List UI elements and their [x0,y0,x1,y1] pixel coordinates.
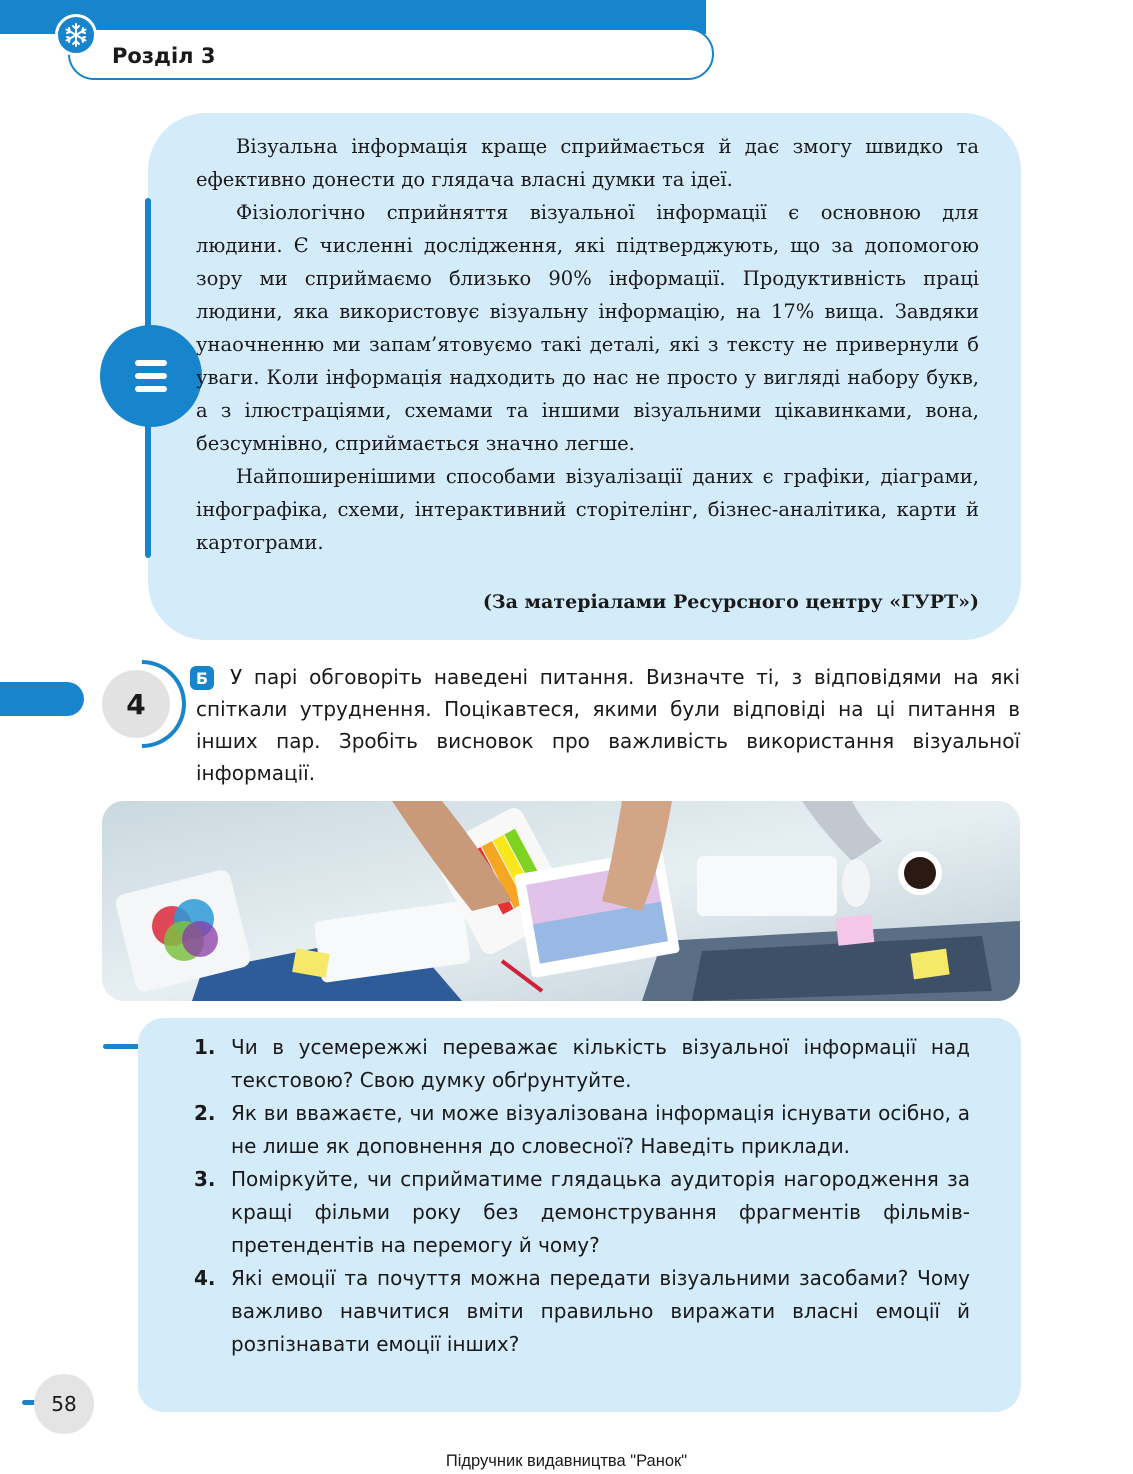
list-item [194,1097,970,1163]
task-number: 4 [102,670,170,738]
task-badge: Б [190,666,214,690]
question-number: 4. [194,1266,216,1290]
question-text: Які емоції та почуття можна передати візуальними засобами? Чому важливо навчитися вміти правильно виражати власні емоції й розпізнавати емоції інших? [231,1266,970,1356]
reading-paragraph: Візуальна інформація краще сприймається й дає змогу швидко та ефективно донести до глядача власні думки та ідеї. [196,135,979,191]
reading-paragraph: Фізіологічно сприйняття візуальної інформації є основною для людини. Є численні дослідження, які підтверджують, що за допомогою зору ми сприймаємо близько 90% інформації. Продуктивність праці людини, яка використовує візуальну інформацію, на 17% вища. Завдяки унаочненню ми запам’ятовуємо такі деталі, які з тексту не привернули б уваги. Коли інформація надходить до нас не просто у вигляді набору букв, а з ілюстраціями, схемами та іншими візуальними цікавинками, вона, безсумнівно, сприймається значно легше. [196,201,979,455]
questions-list [194,1031,970,1361]
snowflake-icon [55,14,97,56]
publisher-line: Підручник видавництва "Ранок" [445,1452,688,1470]
task-marker-bar [0,682,84,716]
task-instruction: У парі обговоріть наведені питання. Визначте ті, з відповідями на які спіткали утруднення. Поцікавтеся, якими були відповіді на ці питання в інших пар. Зробіть висновок про важливість використання візуальної інформації. [196,665,1020,785]
question-text: Поміркуйте, чи сприйматиме глядацька аудиторія нагородження за кращі фільми року без демонстрування фрагментів фільмів-претендентів на перемогу й чому? [231,1167,970,1257]
page-number: 58 [34,1374,94,1434]
question-number: 2. [194,1101,216,1125]
list-item [194,1262,970,1361]
task-text [196,661,1020,789]
question-text: Чи в усемережжі переважає кількість візуальної інформації над текстовою? Свою думку обґрунтуйте. [231,1035,970,1092]
list-item [194,1031,970,1097]
desk-photo [102,801,1020,1001]
question-text: Як ви вважаєте, чи може візуалізована інформація існувати осібно, а не лише як доповнення до словесної? Наведіть приклади. [231,1101,970,1158]
source-citation: (За матеріалами Ресурсного центру «ГУРТ») [482,591,979,613]
section-title: Розділ 3 [112,44,216,68]
list-item [194,1163,970,1262]
question-number: 3. [194,1167,216,1191]
text-lines-icon [100,325,202,427]
reading-text [196,130,979,559]
question-number: 1. [194,1035,216,1059]
reading-paragraph: Найпоширенішими способами візуалізації даних є графіки, діаграми, інфографіка, схеми, інтерактивний сторітелінг, бізнес-аналітика, карти й картограми. [196,465,979,554]
